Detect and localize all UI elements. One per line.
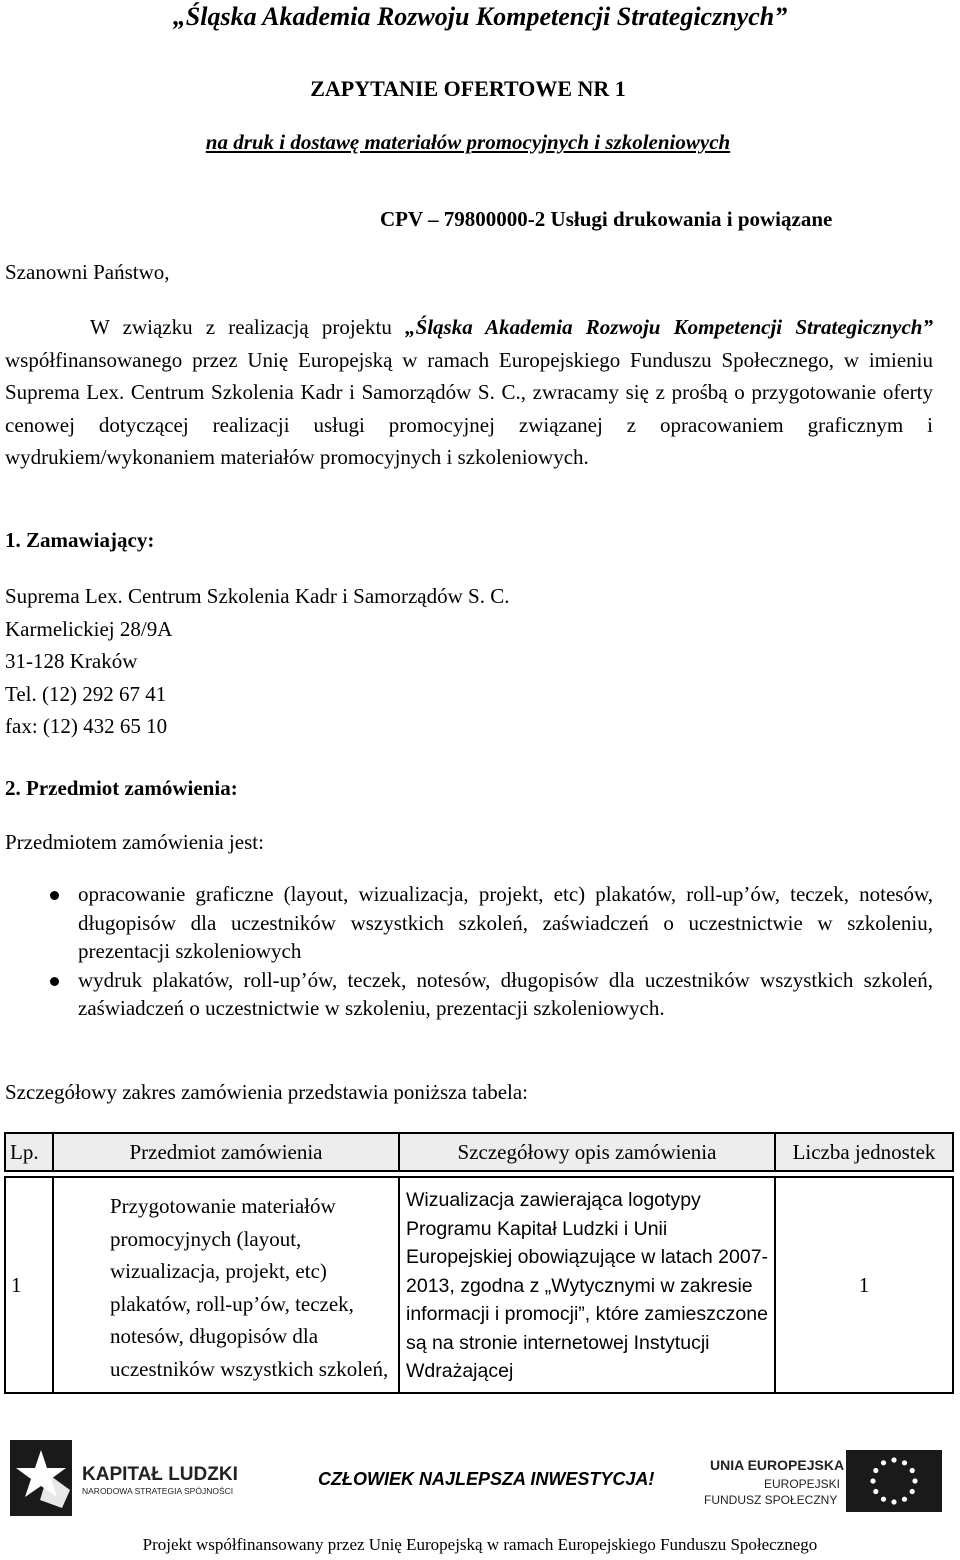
eu-star-icon bbox=[881, 1497, 886, 1502]
col-header-description: Szczegółowy opis zamówienia bbox=[399, 1133, 775, 1171]
address-line: Suprema Lex. Centrum Szkolenia Kadr i Samorządów S. C. bbox=[5, 584, 510, 608]
cell-item: Przygotowanie materiałów promocyjnych (layout, wizualizacja, projekt, etc) plakatów, roll-up’ów, teczek, notesów, długopisów dla uczestników wszystkich szkoleń, bbox=[53, 1177, 399, 1393]
eu-star-icon bbox=[910, 1468, 915, 1473]
eu-star-icon bbox=[891, 1499, 896, 1504]
inquiry-number: ZAPYTANIE OFERTOWE NR 1 bbox=[310, 76, 626, 101]
address-line: Tel. (12) 292 67 41 bbox=[5, 681, 167, 706]
bullet-icon bbox=[50, 977, 59, 986]
list-item bbox=[0, 966, 933, 1023]
eu-star-icon bbox=[873, 1468, 878, 1473]
eu-social-fund-logo bbox=[700, 1446, 950, 1514]
cell-description: Wizualizacja zawierająca logotypy Programu Kapitał Ludzki i Unii Europejskiej obowiązujące w latach 2007-2013, zgodna z „Wytycznymi w zakresie informacji i promocji”, które zamieszczone są na stronie internetowej Instytucji Wdrażającej bbox=[399, 1177, 775, 1393]
cell-lp: 1 bbox=[5, 1177, 53, 1393]
col-header-lp: Lp. bbox=[5, 1133, 53, 1171]
address-line: Karmelickiej 28/9A bbox=[5, 616, 173, 641]
list-item-text: opracowanie graficzne (layout, wizualizacja, projekt, etc) plakatów, roll-up’ów, teczek, notesów, długopisów dla uczestników wszystkich szkoleń, zaświadczeń o uczestnictwie w szkoleniu, prezentacji szkoleniowych bbox=[78, 882, 933, 963]
eu-star-icon bbox=[870, 1478, 875, 1483]
col-header-item: Przedmiot zamówienia bbox=[53, 1133, 399, 1171]
table-row bbox=[5, 1177, 953, 1393]
eu-star-icon bbox=[902, 1460, 907, 1465]
eu-logo-line-2: EUROPEJSKI bbox=[764, 1477, 841, 1491]
eu-star-icon bbox=[881, 1460, 886, 1465]
address-line: fax: (12) 432 65 10 bbox=[5, 714, 168, 738]
intro-paragraph bbox=[5, 311, 933, 474]
intro-part-2: współfinansowanego przez Unię Europejską w ramach Europejskiego Funduszu Społecznego, w imieniu Suprema Lex. Centrum Szkolenia Kadr i Samorządów S. C., zwracamy się z prośbą o przygotowanie oferty cenowej dotyczącej realizacji usługi promocyjnej związanej z opracowaniem graficznym i wydrukiem/wykonaniem materiałów promocyjnych i szkoleniowych. bbox=[5, 347, 933, 470]
cpv-code: CPV – 79800000-2 Usługi drukowania i powiązane bbox=[380, 207, 833, 231]
section-1-heading: 1. Zamawiający: bbox=[5, 528, 155, 552]
bullet-icon bbox=[50, 891, 59, 900]
eu-logo-line-3: FUNDUSZ SPOŁECZNY bbox=[704, 1493, 838, 1507]
inquiry-subject: na druk i dostawę materiałów promocyjnych i szkoleniowych bbox=[205, 130, 731, 154]
list-item-text: wydruk plakatów, roll-up’ów, teczek, notesów, długopisów dla uczestników wszystkich szkoleń, zaświadczeń o uczestnictwie w szkoleniu, prezentacji szkoleniowych. bbox=[78, 967, 933, 1020]
col-header-units: Liczba jednostek bbox=[775, 1133, 953, 1171]
eu-star-icon bbox=[912, 1478, 917, 1483]
table-lead: Szczegółowy zakres zamówienia przedstawia poniższa tabela: bbox=[5, 1080, 529, 1104]
section-2-heading: 2. Przedmiot zamówienia: bbox=[5, 776, 238, 800]
document-title: „Śląska Akademia Rozwoju Kompetencji Strategicznych” bbox=[172, 2, 788, 31]
eu-star-icon bbox=[873, 1489, 878, 1494]
kapital-ludzki-logo bbox=[10, 1440, 250, 1516]
intro-part-1: W związku z realizacją projektu bbox=[90, 315, 406, 339]
address-line: 31-128 Kraków bbox=[5, 649, 138, 673]
footer-cofinancing-note: Projekt współfinansowany przez Unię Europejską w ramach Europejskiego Funduszu Społecznego bbox=[142, 1535, 818, 1554]
eu-star-icon bbox=[891, 1457, 896, 1462]
kl-logo-tagline: NARODOWA STRATEGIA SPÓJNOŚCI bbox=[82, 1486, 234, 1496]
section-2-lead: Przedmiotem zamówienia jest: bbox=[5, 830, 264, 854]
eu-star-icon bbox=[902, 1497, 907, 1502]
greeting: Szanowni Państwo, bbox=[5, 260, 170, 284]
order-table bbox=[4, 1132, 954, 1394]
eu-star-icon bbox=[910, 1489, 915, 1494]
ordering-party-address bbox=[5, 580, 509, 743]
scope-list bbox=[0, 880, 933, 1023]
project-name: „Śląska Akademia Rozwoju Kompetencji Strategicznych” bbox=[405, 315, 933, 339]
cell-units: 1 bbox=[775, 1177, 953, 1393]
eu-logo-line-1: UNIA EUROPEJSKA bbox=[710, 1457, 845, 1473]
footer-slogan: CZŁOWIEK NAJLEPSZA INWESTYCJA! bbox=[318, 1469, 655, 1489]
list-item bbox=[0, 880, 933, 966]
table-header-row bbox=[5, 1133, 953, 1171]
kl-logo-name: KAPITAŁ LUDZKI bbox=[82, 1464, 238, 1485]
